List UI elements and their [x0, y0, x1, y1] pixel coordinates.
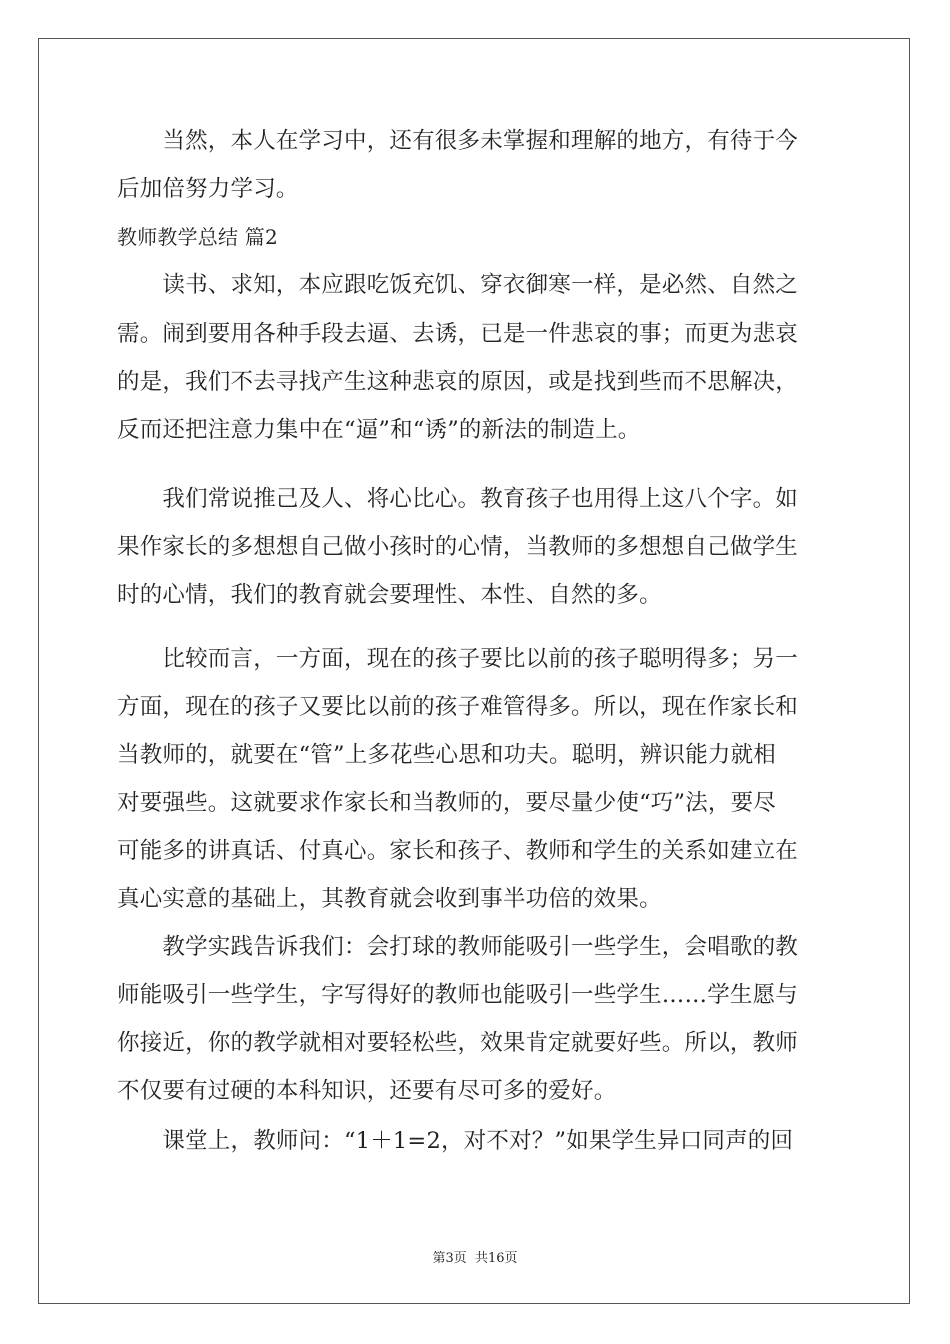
text-line: 需。闹到要用各种手段去逼、去诱，已是一件悲哀的事；而更为悲哀	[117, 321, 799, 347]
text-line: 果作家长的多想想自己做小孩时的心情，当教师的多想想自己做学生	[117, 534, 799, 560]
page-total: 共16页	[474, 1251, 518, 1266]
text-line: 读书、求知，本应跟吃饭充饥、穿衣御寒一样，是必然、自然之	[117, 272, 799, 298]
text-line: 可能多的讲真话、付真心。家长和孩子、教师和学生的关系如建立在	[117, 838, 799, 864]
page-number: 第3页	[432, 1251, 467, 1266]
text-line: 当然，本人在学习中，还有很多未掌握和理解的地方，有待于今	[117, 128, 799, 154]
text-line: 比较而言，一方面，现在的孩子要比以前的孩子聪明得多；另一	[117, 646, 799, 672]
text-line: 后加倍努力学习。	[117, 176, 299, 202]
section-heading: 教师教学总结 篇2	[117, 225, 278, 249]
page-footer	[0, 1247, 950, 1266]
text-line: 对要强些。这就要求作家长和当教师的，要尽量少使“巧”法，要尽	[117, 790, 777, 816]
text-line: 的是，我们不去寻找产生这种悲哀的原因，或是找到些而不思解决，	[117, 369, 799, 395]
text-line: 我们常说推己及人、将心比心。教育孩子也用得上这八个字。如	[117, 486, 799, 512]
text-line: 你接近，你的教学就相对要轻松些，效果肯定就要好些。所以，教师	[117, 1030, 799, 1056]
text-line: 师能吸引一些学生，字写得好的教师也能吸引一些学生……学生愿与	[117, 982, 799, 1008]
text-line: 真心实意的基础上，其教育就会收到事半功倍的效果。	[117, 886, 662, 912]
text-line: 反而还把注意力集中在“逼”和“诱”的新法的制造上。	[117, 417, 641, 443]
text-line: 方面，现在的孩子又要比以前的孩子难管得多。所以，现在作家长和	[117, 694, 799, 720]
text-line: 时的心情，我们的教育就会要理性、本性、自然的多。	[117, 582, 662, 608]
text-line: 课堂上，教师问：“1＋1=2，对不对？”如果学生异口同声的回	[117, 1128, 794, 1154]
text-line: 教学实践告诉我们：会打球的教师能吸引一些学生，会唱歌的教	[117, 934, 799, 960]
text-line: 不仅要有过硬的本科知识，还要有尽可多的爱好。	[117, 1078, 617, 1104]
text-line: 当教师的，就要在“管”上多花些心思和功夫。聪明，辨识能力就相	[117, 742, 777, 768]
